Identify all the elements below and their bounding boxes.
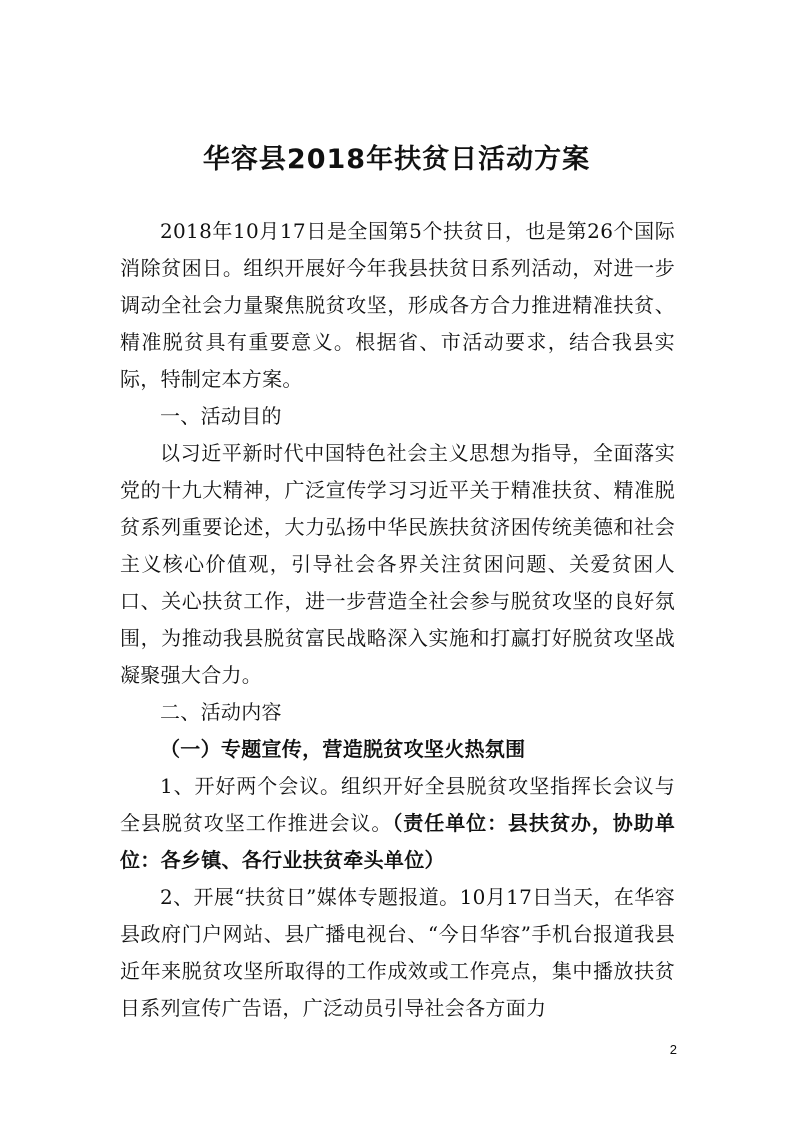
item-1-responsibility: （责任单位：县扶贫办，协助单位：各乡镇、各行业扶贫牵头单位）	[120, 811, 676, 872]
item-2-paragraph: 2、开展“扶贫日”媒体专题报道。10月17日当天，在华容县政府门户网站、县广播电视台、“今日华容”手机台报道我县近年来脱贫攻坚所取得的工作成效或工作亮点，集中播放扶贫日系列宣传广告语，广泛动员引导社会各方面力	[120, 885, 675, 1020]
section-heading-purpose: 一、活动目的	[160, 404, 282, 428]
section-heading-content: 二、活动内容	[160, 700, 282, 724]
page-number: 2	[669, 1042, 677, 1057]
document-title: 华容县2018年扶贫日活动方案	[202, 144, 591, 175]
document-body	[120, 213, 675, 1027]
purpose-paragraph: 以习近平新时代中国特色社会主义思想为指导，全面落实党的十九大精神，广泛宣传学习习近平关于精准扶贫、精准脱贫系列重要论述，大力弘扬中华民族扶贫济困传统美德和社会主义核心价值观，引导社会各界关注贫困问题、关爱贫困人口、关心扶贫工作，进一步营造全社会参与脱贫攻坚的良好氛围，为推动我县脱贫富民战略深入实施和打赢打好脱贫攻坚战凝聚强大合力。	[120, 441, 675, 687]
item-1-text: 1、开好两个会议。组织开好全县脱贫攻坚指挥长会议与全县脱贫攻坚工作推进会议。	[120, 774, 675, 835]
intro-paragraph: 2018年10月17日是全国第5个扶贫日，也是第26个国际消除贫困日。组织开展好今年我县扶贫日系列活动，对进一步调动全社会力量聚焦脱贫攻坚，形成各方合力推进精准扶贫、精准脱贫具有重要意义。根据省、市活动要求，结合我县实际，特制定本方案。	[120, 219, 675, 391]
item-1-paragraph	[120, 768, 675, 879]
subsection-heading-publicity: （一）专题宣传，营造脱贫攻坚火热氛围	[160, 737, 526, 761]
